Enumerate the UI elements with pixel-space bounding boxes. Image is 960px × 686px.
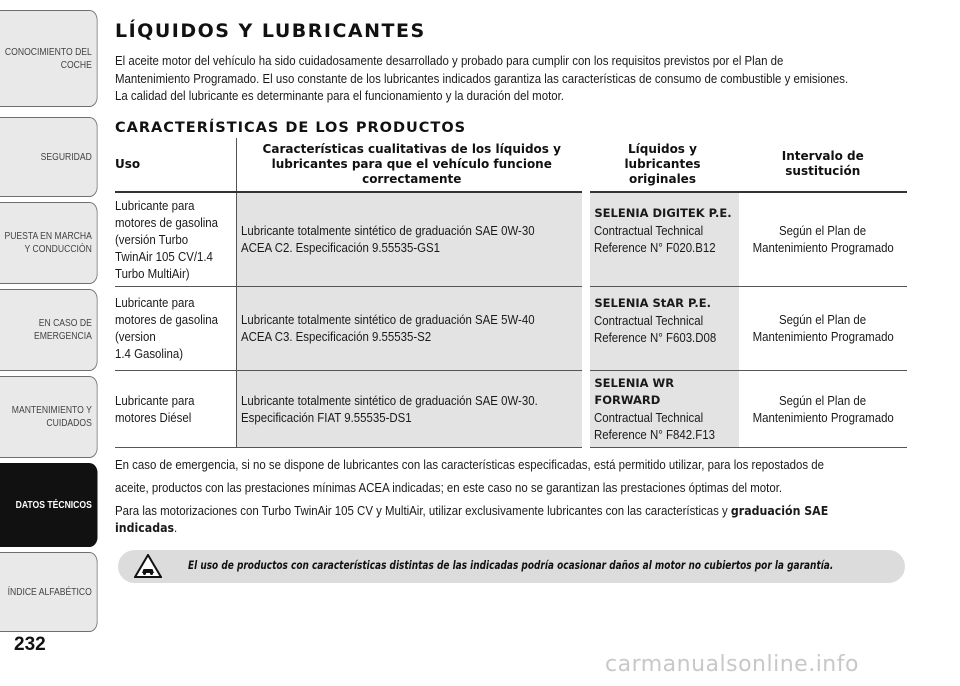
- tab-puesta-en-marcha[interactable]: PUESTA EN MARCHA Y CONDUCCIÓN: [0, 202, 98, 284]
- table-row: [115, 192, 907, 287]
- cell-uso: Lubricante para motores Diésel: [115, 370, 237, 447]
- header-intervalo: Intervalo de sustitución: [739, 138, 907, 192]
- warning-text: El uso de productos con características distintas de las indicadas podría ocasionar daños al motor no cubiertos por la garantía.: [188, 558, 834, 572]
- watermark: carmanualsonline.info: [605, 652, 859, 677]
- warning-box: [118, 550, 905, 583]
- cell-caracteristicas: Lubricante totalmente sintético de graduación SAE 0W-30. Especificación FIAT 9.55535-DS1: [237, 370, 587, 447]
- sidebar: [0, 0, 100, 640]
- tab-seguridad[interactable]: SEGURIDAD: [0, 117, 98, 197]
- page-title: LÍQUIDOS Y LUBRICANTES: [115, 20, 426, 42]
- cell-uso: Lubricante para motores de gasolina (versión Turbo TwinAir 105 CV/1.4 Turbo MultiAir): [115, 192, 237, 287]
- page-number: 232: [14, 634, 46, 655]
- table-row: [115, 370, 907, 447]
- header-uso: Uso: [115, 138, 237, 192]
- cell-producto: SELENIA DIGITEK P.E. Contractual Technical Reference N° F020.B12: [586, 192, 738, 287]
- cell-intervalo: Según el Plan de Mantenimiento Programado: [739, 370, 907, 447]
- section-title: CARACTERÍSTICAS DE LOS PRODUCTOS: [115, 119, 467, 136]
- tab-datos-tecnicos[interactable]: DATOS TÉCNICOS: [0, 463, 98, 547]
- table-header-row: [115, 138, 907, 192]
- tab-conocimiento-del-coche[interactable]: CONOCIMIENTO DEL COCHE: [0, 10, 98, 107]
- header-caracteristicas: Características cualitativas de los líquidos y lubricantes para que el vehículo funcione correctamente: [237, 138, 587, 192]
- tab-indice-alfabetico[interactable]: ÍNDICE ALFABÉTICO: [0, 552, 98, 632]
- cell-intervalo: Según el Plan de Mantenimiento Programado: [739, 286, 907, 370]
- main-content: [115, 20, 905, 543]
- table-row: [115, 286, 907, 370]
- cell-caracteristicas: Lubricante totalmente sintético de graduación SAE 5W-40 ACEA C3. Especificación 9.55535-S2: [237, 286, 587, 370]
- products-table: [115, 138, 907, 448]
- cell-producto: SELENIA WR FORWARD Contractual Technical Reference N° F842.F13: [586, 370, 738, 447]
- tab-mantenimiento[interactable]: MANTENIMIENTO Y CUIDADOS: [0, 376, 98, 458]
- emergency-note: En caso de emergencia, si no se dispone de lubricantes con las características especificadas, está permitido utilizar, para los repostados de aceite, productos con las prestaciones mínimas ACEA indicadas; en este caso no se garantizan las prestaciones óptimas del motor. Para las motorizaciones con Turbo TwinAir 105 CV y MultiAir, utilizar exclusivamente lubricantes con las características y graduación SAE indicadas.: [115, 456, 905, 537]
- header-liquidos: Líquidos y lubricantes originales: [586, 138, 738, 192]
- cell-caracteristicas: Lubricante totalmente sintético de graduación SAE 0W-30 ACEA C2. Especificación 9.55535-GS1: [237, 192, 587, 287]
- cell-producto: SELENIA StAR P.E. Contractual Technical Reference N° F603.D08: [586, 286, 738, 370]
- turbo-note: Para las motorizaciones con Turbo TwinAir 105 CV y MultiAir, utilizar exclusivamente lubricantes con las características y graduación SAE indicadas.: [115, 502, 829, 535]
- warning-triangle-car-icon: [134, 554, 162, 578]
- cell-uso: Lubricante para motores de gasolina (version 1.4 Gasolina): [115, 286, 237, 370]
- tab-en-caso-de-emergencia[interactable]: EN CASO DE EMERGENCIA: [0, 289, 98, 371]
- cell-intervalo: Según el Plan de Mantenimiento Programado: [739, 192, 907, 287]
- intro-paragraph: El aceite motor del vehículo ha sido cuidadosamente desarrollado y probado para cumplir con los requisitos previstos por el Plan de Mantenimiento Programado. El uso constante de los lubricantes indicados garantiza las características de consumo de combustible y emisiones. La calidad del lubricante es determinante para el funcionamiento y la duración del motor.: [115, 53, 849, 103]
